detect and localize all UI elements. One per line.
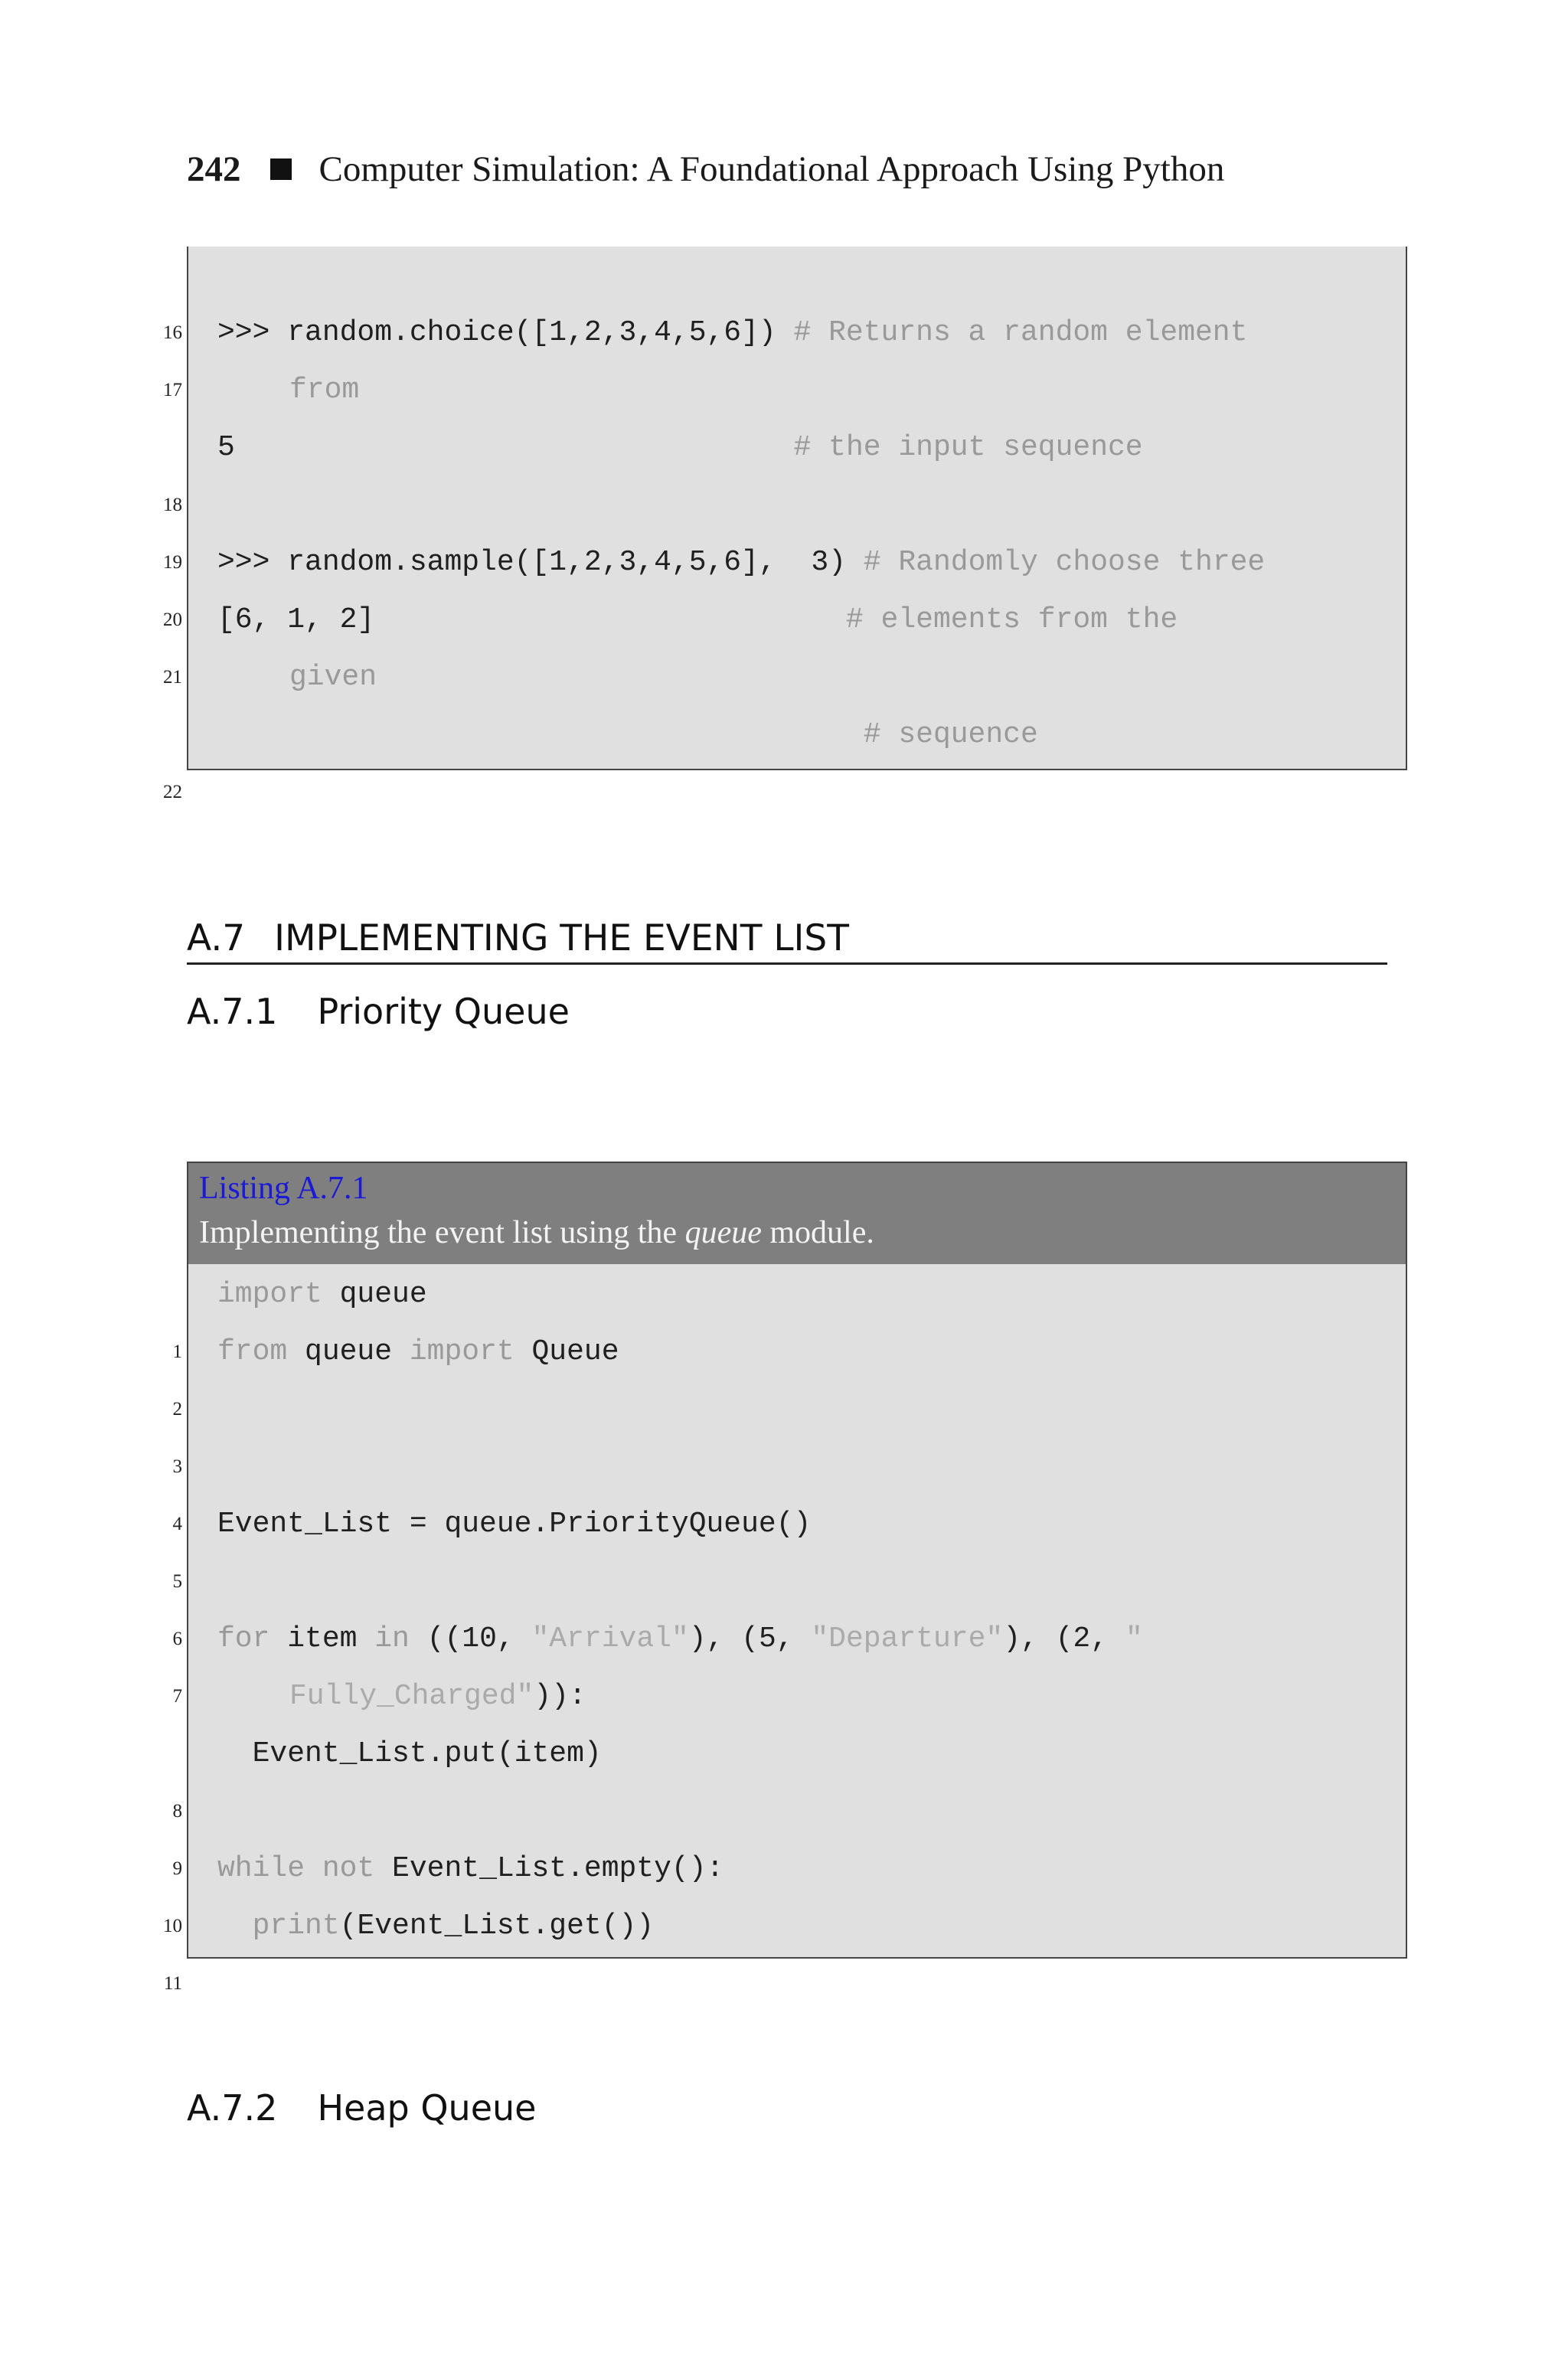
line-number: 6: [172, 1629, 182, 1649]
code-line: [172, 1782, 1406, 1879]
section-heading: [187, 911, 1387, 965]
line-number: 8: [172, 1801, 182, 1822]
line-number: 21: [163, 667, 182, 688]
code-comment: # elements from the: [374, 603, 1178, 636]
listing-caption-module: queue: [684, 1215, 762, 1250]
code-line: [163, 706, 1406, 802]
code-text: 5: [217, 431, 235, 464]
listing-label: Listing A.7.1: [199, 1171, 368, 1206]
listing-header: [188, 1163, 1406, 1264]
subsection-heading: [187, 2081, 536, 2135]
line-number: 18: [163, 495, 182, 515]
running-header: [187, 142, 1224, 196]
line-number: 7: [172, 1686, 182, 1707]
code-line: 11 print(Event_List.get()): [188, 1897, 1406, 1955]
subsection-number: A.7.1: [187, 991, 278, 1032]
line-number: 5: [172, 1571, 182, 1592]
code-comment: # Returns a random element: [776, 316, 1248, 349]
line-number: 9: [172, 1858, 182, 1879]
section-number: A.7: [187, 917, 246, 959]
subsection-heading: [187, 985, 570, 1038]
code-text: >>> random.choice([1,2,3,4,5,6]): [217, 316, 776, 349]
code-line: [172, 1553, 1406, 1649]
code-line-wrap: Fully_Charged")):: [188, 1668, 1406, 1725]
code-line: 10 while not Event_List.empty():: [188, 1840, 1406, 1897]
line-number: 16: [163, 322, 182, 343]
code-line-wrap: [188, 649, 1406, 706]
line-number: 2: [172, 1399, 182, 1420]
line-number: 11: [163, 1973, 182, 1994]
code-line: [172, 1381, 1406, 1477]
code-comment: # sequence: [217, 718, 1038, 751]
code-listing: [163, 1162, 1407, 1994]
line-number: 20: [163, 609, 182, 630]
code-line: 1 import queue: [188, 1266, 1406, 1323]
square-bullet-icon: [270, 158, 292, 180]
line-number: 1: [172, 1341, 182, 1362]
line-number: 17: [163, 380, 182, 400]
subsection-title: Priority Queue: [317, 991, 570, 1032]
subsection-number: A.7.2: [187, 2087, 278, 2129]
code-comment: given: [289, 661, 377, 694]
line-number: 22: [163, 782, 182, 802]
code-line: 5 Event_List = queue.PriorityQueue(): [188, 1495, 1406, 1553]
code-line: [163, 419, 1406, 515]
code-line-wrap: [188, 361, 1406, 419]
code-text: [6, 1, 2]: [217, 603, 375, 636]
line-number: 19: [163, 552, 182, 573]
line-number: 10: [163, 1916, 182, 1936]
code-line: 7 for item in ((10, "Arrival"), (5, "Departure"), (2, ": [188, 1610, 1406, 1668]
listing-caption: Implementing the event list using the queue module.: [199, 1215, 874, 1250]
code-line: 2 from queue import Queue: [188, 1323, 1406, 1381]
line-number: 3: [172, 1456, 182, 1477]
section-title: IMPLEMENTING THE EVENT LIST: [274, 917, 849, 959]
book-title: Computer Simulation: A Foundational Approach Using Python: [318, 149, 1225, 189]
subsection-title: Heap Queue: [317, 2087, 537, 2129]
code-block-continued: [163, 247, 1407, 802]
code-comment: from: [289, 374, 360, 407]
code-line: [172, 1438, 1406, 1534]
code-text: >>> random.sample([1,2,3,4,5,6], 3): [217, 546, 846, 579]
code-comment: # Randomly choose three: [845, 546, 1266, 579]
line-number: 4: [172, 1514, 182, 1534]
code-comment: # the input sequence: [234, 431, 1143, 464]
page-number: 242: [187, 149, 241, 189]
code-line: 8 Event_List.put(item): [188, 1725, 1406, 1782]
